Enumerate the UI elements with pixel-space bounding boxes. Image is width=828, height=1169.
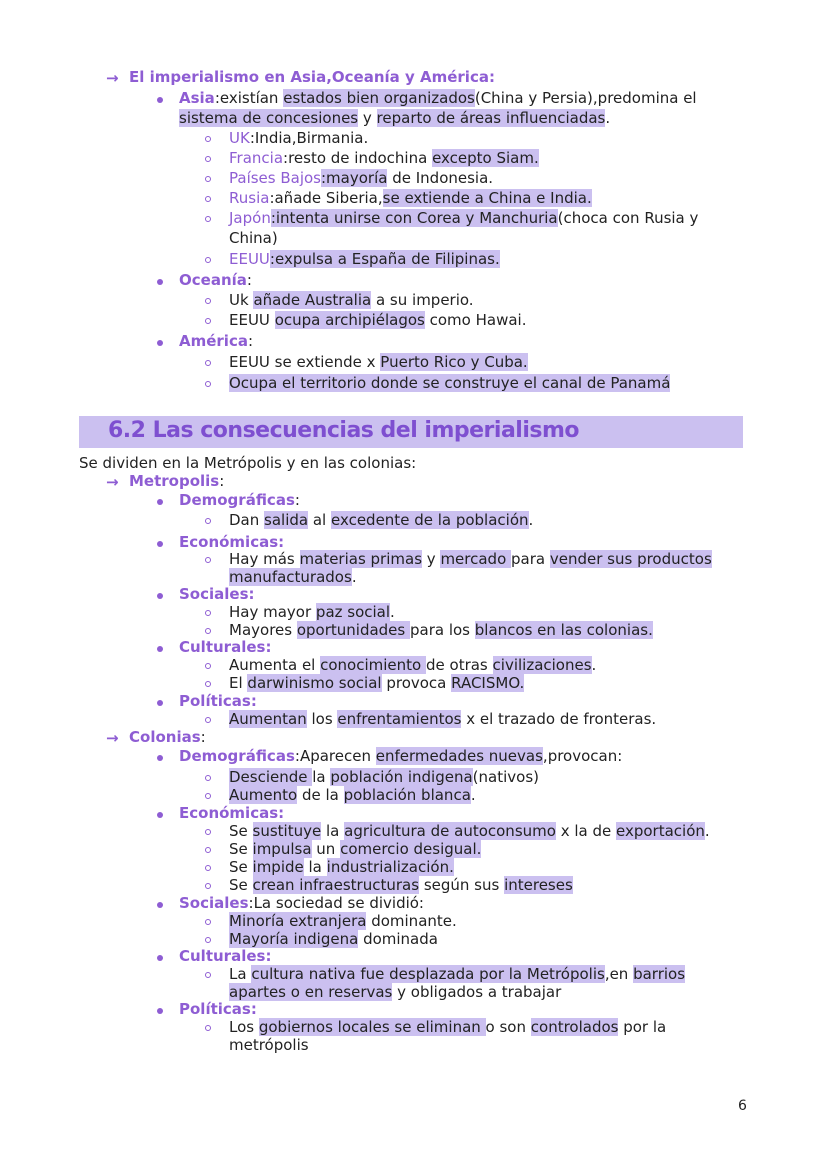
circle-bullet-icon: [205, 557, 211, 563]
page-number: 6: [738, 1098, 747, 1114]
metropolis-economicas: Económicas:: [179, 533, 285, 551]
bullet-icon: [157, 646, 163, 652]
circle-bullet-icon: [205, 381, 211, 387]
colonias-label: Colonias:: [129, 728, 206, 746]
circle-bullet-icon: [205, 847, 211, 853]
oceania-item-2: EEUU ocupa archipiélagos como Hawai.: [229, 311, 527, 329]
circle-bullet-icon: [205, 829, 211, 835]
circle-bullet-icon: [205, 919, 211, 925]
colonias-economicas-item-2: Se impulsa un comercio desigual.: [229, 840, 482, 858]
metropolis-demograficas-item: Dan salida al excedente de la población.: [229, 511, 534, 529]
asia-item-rusia: Rusia:añade Siberia,se extiende a China e India.: [229, 189, 592, 207]
bullet-icon: [157, 499, 163, 505]
asia-item-eeuu: EEUU:expulsa a España de Filipinas.: [229, 250, 500, 268]
metropolis-economicas-item-cont: manufacturados.: [229, 568, 357, 586]
circle-bullet-icon: [205, 793, 211, 799]
colonias-demograficas: Demográficas:Aparecen enfermedades nuevas,provocan:: [179, 747, 623, 765]
circle-bullet-icon: [205, 628, 211, 634]
colonias-politicas-item-cont: metrópolis: [229, 1036, 309, 1054]
america-item-2: Ocupa el territorio donde se construye el canal de Panamá: [229, 374, 671, 392]
metropolis-culturales-item-1: Aumenta el conocimiento de otras civilizaciones.: [229, 656, 597, 674]
circle-bullet-icon: [205, 610, 211, 616]
colonias-culturales-item-cont: apartes o en reservas y obligados a trabajar: [229, 983, 562, 1001]
bullet-icon: [157, 902, 163, 908]
colonias-politicas: Políticas:: [179, 1000, 257, 1018]
america-item-1: EEUU se extiende x Puerto Rico y Cuba.: [229, 353, 528, 371]
bullet-icon: [157, 593, 163, 599]
circle-bullet-icon: [205, 865, 211, 871]
colonias-economicas-item-4: Se crean infraestructuras según sus intereses: [229, 876, 573, 894]
circle-bullet-icon: [205, 176, 211, 182]
metropolis-culturales: Culturales:: [179, 638, 272, 656]
asia-item-francia: Francia:resto de indochina excepto Siam.: [229, 149, 539, 167]
metropolis-politicas: Políticas:: [179, 692, 257, 710]
bullet-icon: [157, 700, 163, 706]
circle-bullet-icon: [205, 972, 211, 978]
circle-bullet-icon: [205, 681, 211, 687]
bullet-icon: [157, 279, 163, 285]
colonias-economicas-item-3: Se impide la industrialización.: [229, 858, 454, 876]
asia-line-2: sistema de concesiones y reparto de áreas influenciadas.: [179, 109, 611, 127]
colonias-culturales: Culturales:: [179, 947, 272, 965]
colonias-economicas: Económicas:: [179, 804, 285, 822]
asia-item-uk: UK:India,Birmania.: [229, 129, 369, 147]
circle-bullet-icon: [205, 136, 211, 142]
metropolis-politicas-item: Aumentan los enfrentamientos x el trazado de fronteras.: [229, 710, 657, 728]
circle-bullet-icon: [205, 1025, 211, 1031]
colonias-sociales-item-1: Minoría extranjera dominante.: [229, 912, 457, 930]
circle-bullet-icon: [205, 216, 211, 222]
asia-item-paises-bajos: Países Bajos:mayoría de Indonesia.: [229, 169, 494, 187]
oceania-item-1: Uk añade Australia a su imperio.: [229, 291, 474, 309]
circle-bullet-icon: [205, 360, 211, 366]
colonias-economicas-item-1: Se sustituye la agricultura de autoconsumo x la de exportación.: [229, 822, 710, 840]
circle-bullet-icon: [205, 518, 211, 524]
metropolis-sociales-item-1: Hay mayor paz social.: [229, 603, 395, 621]
asia-item-japon-cont: China): [229, 229, 278, 247]
asia-line-1: Asia:existían estados bien organizados(China y Persia),predomina el: [179, 89, 697, 107]
circle-bullet-icon: [205, 318, 211, 324]
metropolis-sociales-item-2: Mayores oportunidades para los blancos en las colonias.: [229, 621, 653, 639]
section-title-asia: El imperialismo en Asia,Oceanía y América:: [129, 68, 495, 86]
colonias-demograficas-item-1: Desciende la población indigena(nativos): [229, 768, 539, 786]
intro-text: Se dividen en la Metrópolis y en las colonias:: [79, 454, 417, 472]
section-heading: 6.2 Las consecuencias del imperialismo: [108, 418, 580, 443]
circle-bullet-icon: [205, 298, 211, 304]
metropolis-label: Metropolis:: [129, 472, 225, 490]
circle-bullet-icon: [205, 775, 211, 781]
bullet-icon: [157, 340, 163, 346]
bullet-icon: [157, 755, 163, 761]
oceania-label: Oceanía:: [179, 271, 252, 289]
bullet-icon: [157, 97, 163, 103]
metropolis-economicas-item: Hay más materias primas y mercado para vender sus productos: [229, 550, 712, 568]
circle-bullet-icon: [205, 663, 211, 669]
colonias-sociales: Sociales:La sociedad se dividió:: [179, 894, 424, 912]
circle-bullet-icon: [205, 156, 211, 162]
bullet-icon: [157, 541, 163, 547]
colonias-politicas-item: Los gobiernos locales se eliminan o son controlados por la: [229, 1018, 667, 1036]
circle-bullet-icon: [205, 257, 211, 263]
bullet-icon: [157, 1008, 163, 1014]
arrow-icon: →: [106, 69, 119, 87]
bullet-icon: [157, 955, 163, 961]
bullet-icon: [157, 812, 163, 818]
circle-bullet-icon: [205, 883, 211, 889]
metropolis-demograficas: Demográficas:: [179, 491, 300, 509]
arrow-icon: →: [106, 473, 119, 491]
colonias-demograficas-item-2: Aumento de la población blanca.: [229, 786, 476, 804]
colonias-sociales-item-2: Mayoría indigena dominada: [229, 930, 438, 948]
colonias-culturales-item: La cultura nativa fue desplazada por la Metrópolis,en barrios: [229, 965, 686, 983]
arrow-icon: →: [106, 729, 119, 747]
circle-bullet-icon: [205, 937, 211, 943]
america-label: América:: [179, 332, 254, 350]
asia-item-japon: Japón:intenta unirse con Corea y Manchuria(choca con Rusia y: [229, 209, 699, 227]
circle-bullet-icon: [205, 196, 211, 202]
circle-bullet-icon: [205, 717, 211, 723]
metropolis-sociales: Sociales:: [179, 585, 255, 603]
metropolis-culturales-item-2: El darwinismo social provoca RACISMO.: [229, 674, 525, 692]
